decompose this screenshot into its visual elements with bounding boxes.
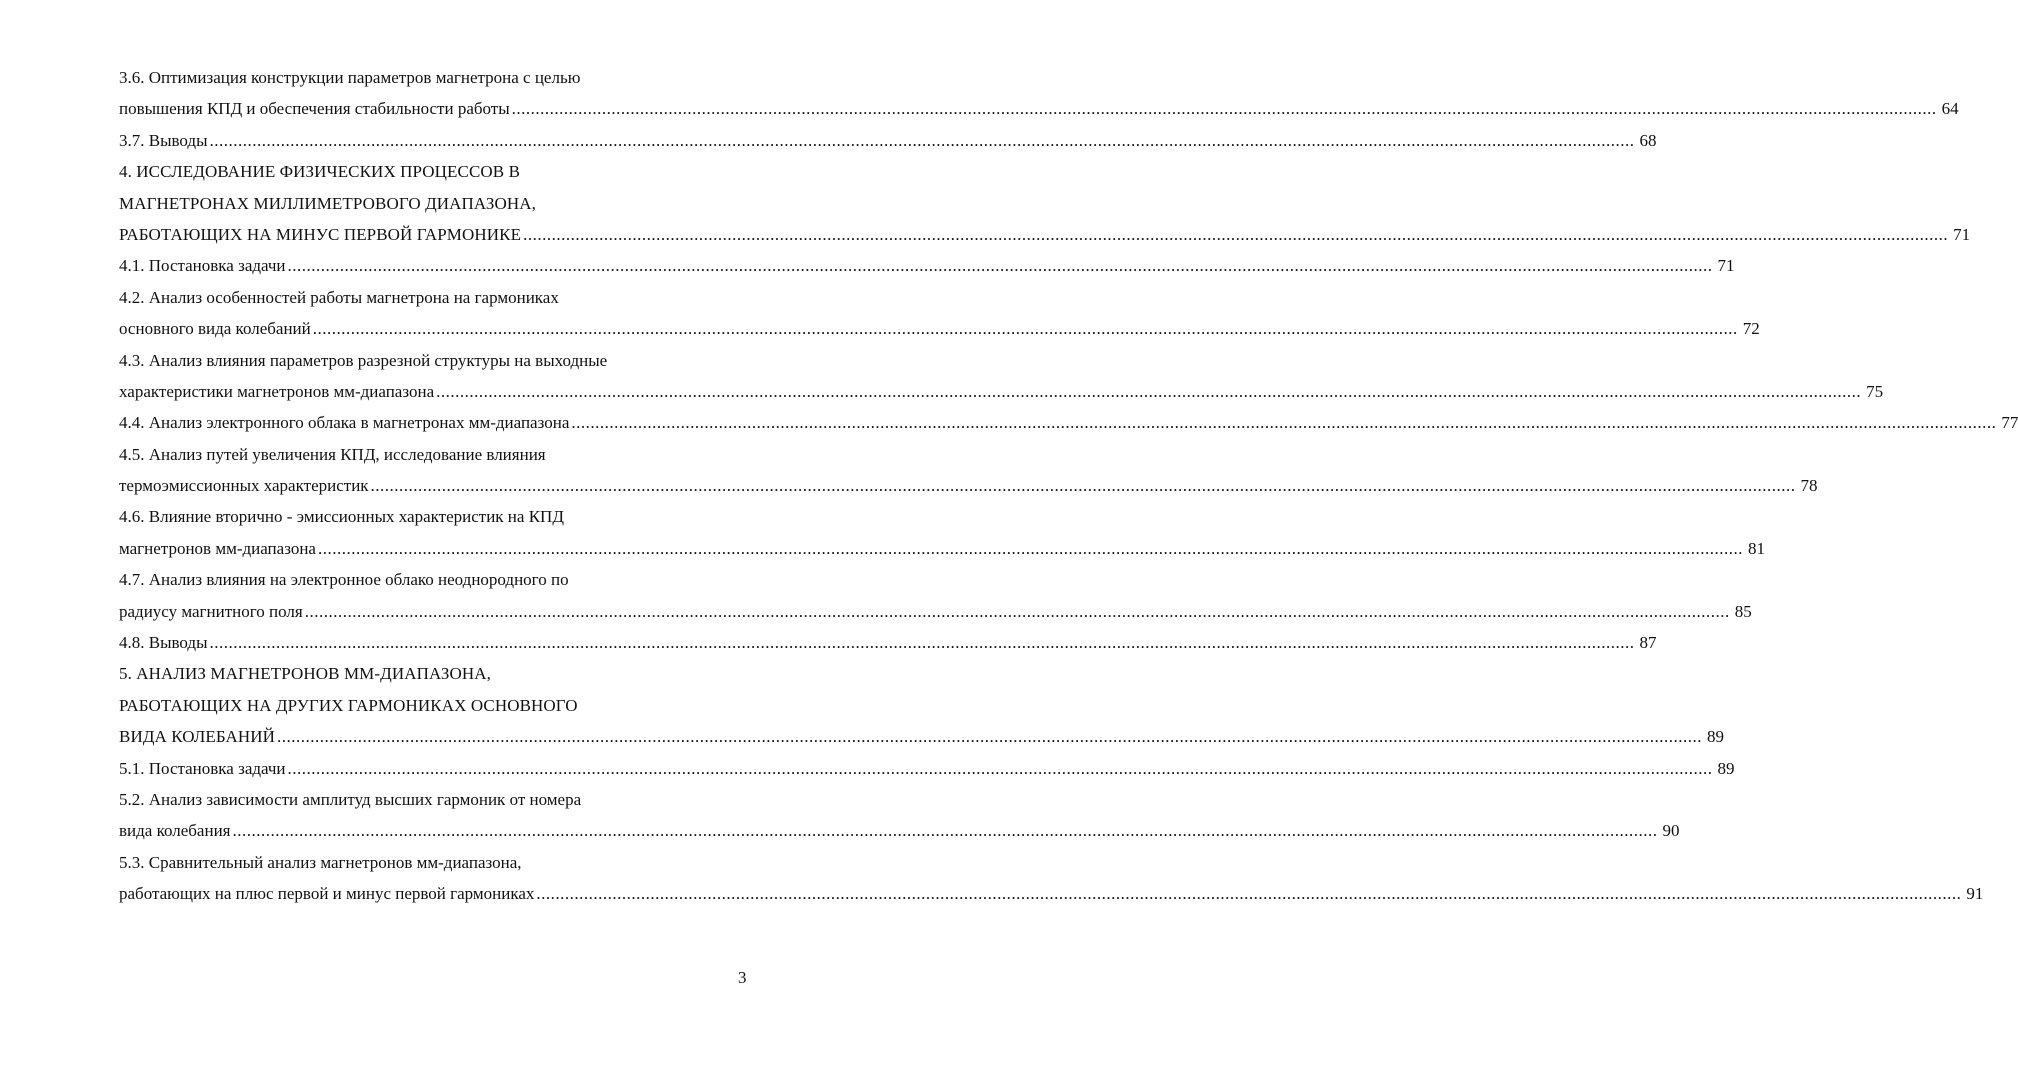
toc-entry-text: 5.3. Сравнительный анализ магнетронов мм-диапазона,: [119, 852, 522, 872]
toc-page-number: 78: [1800, 476, 1818, 496]
toc-page-number: 87: [1639, 633, 1657, 653]
toc-entry-text: 4. ИССЛЕДОВАНИЕ ФИЗИЧЕСКИХ ПРОЦЕССОВ В: [119, 162, 521, 182]
toc-page-number: 89: [1707, 727, 1725, 747]
toc-line: [0, 62, 791, 93]
dot-leader: ............................................................................................................................................................................................................................................................................................................: [209, 633, 1635, 653]
dot-leader: ............................................................................................................................................................................................................................................................................................................: [287, 256, 1713, 276]
toc-line: [0, 376, 1884, 407]
toc-page-number: 68: [1639, 130, 1657, 150]
toc-entry-text: ВИДА КОЛЕБАНИЙ: [119, 727, 276, 747]
toc-page-number: 72: [1742, 319, 1760, 339]
toc-entry-text: МАГНЕТРОНАХ МИЛЛИМЕТРОВОГО ДИАПАЗОНА,: [119, 193, 536, 213]
toc-entry-text: 3.7. Выводы: [119, 130, 208, 150]
toc-line: [0, 721, 1725, 752]
toc-entry-text: вида колебания: [119, 821, 231, 841]
toc-entry-text: работающих на плюс первой и минус первой гармониках: [119, 884, 535, 904]
toc-line: [0, 564, 791, 595]
toc-line: [0, 93, 1959, 124]
table-of-contents: [0, 62, 2018, 910]
toc-entry-text: 4.2. Анализ особенностей работы магнетрона на гармониках: [119, 287, 559, 307]
toc-page-number: 75: [1866, 381, 1884, 401]
toc-page-number: 64: [1941, 99, 1959, 119]
toc-line: [0, 313, 1760, 344]
toc-line: [0, 847, 791, 878]
dot-leader: ............................................................................................................................................................................................................................................................................................................: [436, 381, 1862, 401]
toc-line: [0, 533, 1765, 564]
toc-line: [0, 250, 1735, 281]
dot-leader: ............................................................................................................................................................................................................................................................................................................: [209, 130, 1635, 150]
dot-leader: ............................................................................................................................................................................................................................................................................................................: [571, 413, 1997, 433]
toc-line: [0, 125, 1657, 156]
toc-page-number: 71: [1953, 224, 1971, 244]
toc-page-number: 85: [1734, 601, 1752, 621]
dot-leader: ............................................................................................................................................................................................................................................................................................................: [287, 758, 1713, 778]
toc-page-number: 77: [2001, 413, 2018, 433]
page-number: 3: [738, 968, 747, 987]
toc-entry-text: 4.8. Выводы: [119, 633, 208, 653]
toc-line: [0, 501, 791, 532]
toc-entry-text: 4.5. Анализ путей увеличения КПД, исследование влияния: [119, 444, 546, 464]
toc-entry-text: 4.3. Анализ влияния параметров разрезной структуры на выходные: [119, 350, 608, 370]
toc-entry-text: основного вида колебаний: [119, 319, 311, 339]
toc-line: [0, 784, 791, 815]
toc-entry-text: радиусу магнитного поля: [119, 601, 303, 621]
toc-line: [0, 345, 791, 376]
toc-line: [0, 690, 791, 721]
toc-page-number: 71: [1717, 256, 1735, 276]
toc-line: [0, 596, 1752, 627]
toc-entry-text: 4.1. Постановка задачи: [119, 256, 286, 276]
toc-entry-text: 4.6. Влияние вторично - эмиссионных характеристик на КПД: [119, 507, 564, 527]
dot-leader: ............................................................................................................................................................................................................................................................................................................: [523, 224, 1949, 244]
toc-line: [0, 439, 791, 470]
toc-line: [0, 282, 791, 313]
toc-entry-text: 4.4. Анализ электронного облака в магнетронах мм-диапазона: [119, 413, 570, 433]
dot-leader: ............................................................................................................................................................................................................................................................................................................: [312, 319, 1738, 339]
toc-entry-text: 3.6. Оптимизация конструкции параметров магнетрона с целью: [119, 68, 581, 87]
toc-page-number: 91: [1966, 884, 1984, 904]
toc-line: [0, 407, 2018, 438]
toc-line: [0, 878, 1984, 909]
dot-leader: ............................................................................................................................................................................................................................................................................................................: [317, 538, 1743, 558]
dot-leader: ............................................................................................................................................................................................................................................................................................................: [304, 601, 1730, 621]
toc-entry-text: термоэмиссионных характеристик: [119, 476, 369, 496]
toc-entry-text: магнетронов мм-диапазона: [119, 538, 316, 558]
toc-entry-text: характеристики магнетронов мм-диапазона: [119, 381, 435, 401]
toc-page-number: 90: [1662, 821, 1680, 841]
toc-entry-text: 5. АНАЛИЗ МАГНЕТРОНОВ ММ-ДИАПАЗОНА,: [119, 664, 492, 684]
toc-line: [0, 753, 1735, 784]
toc-entry-text: 5.1. Постановка задачи: [119, 758, 286, 778]
toc-line: [0, 658, 791, 689]
toc-line: [0, 470, 1818, 501]
dot-leader: ............................................................................................................................................................................................................................................................................................................: [277, 727, 1703, 747]
toc-entry-text: 5.2. Анализ зависимости амплитуд высших гармоник от номера: [119, 789, 582, 809]
toc-entry-text: РАБОТАЮЩИХ НА МИНУС ПЕРВОЙ ГАРМОНИКЕ: [119, 224, 522, 244]
dot-leader: ............................................................................................................................................................................................................................................................................................................: [536, 884, 1962, 904]
toc-page-number: 81: [1747, 538, 1765, 558]
toc-line: [0, 188, 791, 219]
toc-entry-text: РАБОТАЮЩИХ НА ДРУГИХ ГАРМОНИКАХ ОСНОВНОГО: [119, 695, 578, 715]
toc-line: [0, 219, 1971, 250]
dot-leader: ............................................................................................................................................................................................................................................................................................................: [370, 476, 1796, 496]
toc-entry-text: повышения КПД и обеспечения стабильности работы: [119, 99, 510, 119]
toc-entry-text: 4.7. Анализ влияния на электронное облако неоднородного по: [119, 570, 569, 590]
toc-line: [0, 627, 1657, 658]
dot-leader: ............................................................................................................................................................................................................................................................................................................: [511, 99, 1937, 119]
toc-line: [0, 156, 791, 187]
toc-line: [0, 815, 1680, 846]
dot-leader: ............................................................................................................................................................................................................................................................................................................: [232, 821, 1658, 841]
toc-page-number: 89: [1717, 758, 1735, 778]
